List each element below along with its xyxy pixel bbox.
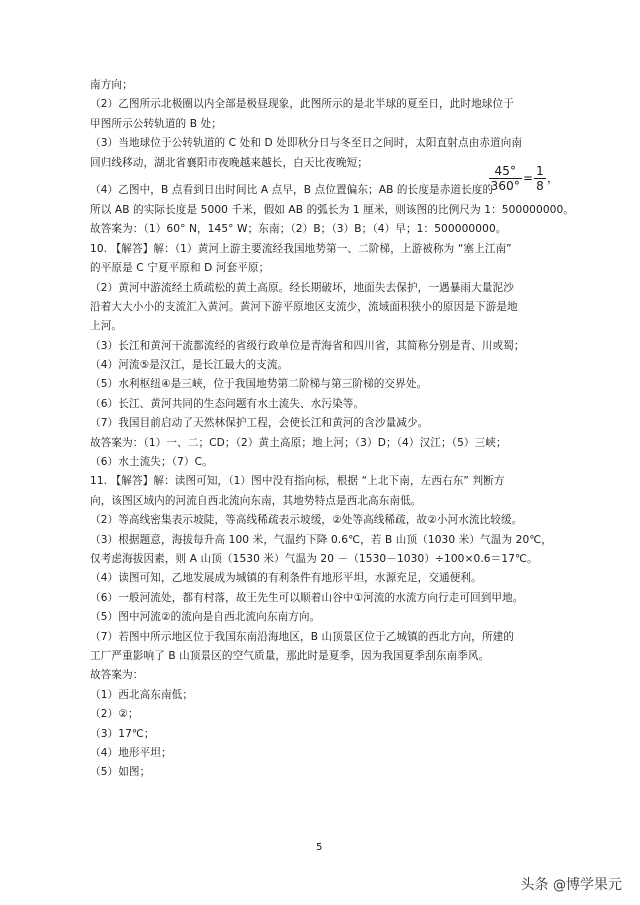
text-line	[90, 569, 560, 588]
fraction-left-numerator: 45°	[489, 164, 522, 179]
text-line	[90, 550, 560, 569]
text-line-content: 故答案为：（1）60° N，145° W；东南；（2）B；（3）B；（4）早；1：500000000。	[90, 223, 507, 236]
text-line-content: （3）17℃；	[90, 727, 155, 740]
text-line	[90, 492, 560, 511]
text-line-content: （4）读图可知，乙地发展成为城镇的有利条件有地形平坦，水源充足，交通便利。	[90, 572, 482, 585]
watermark	[521, 874, 622, 894]
text-line-content: （2）等高线密集表示坡陡，等高线稀疏表示坡缓，②处等高线稀疏，故②小河水流比较缓。	[90, 514, 523, 527]
answer-text	[90, 76, 575, 783]
fraction-suffix: ，	[546, 171, 559, 186]
text-line-content: （3）长江和黄河干流都流经的省级行政单位是青海省和四川省，其简称分别是青、川或蜀；	[90, 339, 525, 352]
text-line	[90, 531, 560, 550]
text-line-content: 所以 AB 的实际长度是 5000 千米，假如 AB 的弧长为 1 厘米，则该图的比例尺为 1：500000000。	[90, 203, 575, 216]
text-line-content: 甲图所示公转轨道的 B 处；	[90, 117, 222, 130]
text-line-content: 工厂严重影响了 B 山顶景区的空气质量，那此时是夏季，因为我国夏季刮东南季风。	[90, 649, 490, 662]
text-line-content: 仅考虑海拔因素，则 A 山顶（1530 米）气温为 20 －（1530－1030）÷100×0.6＝17℃。	[90, 552, 538, 565]
text-line-content: （2）②；	[90, 708, 139, 721]
fraction-equals: =	[522, 171, 534, 186]
text-line-content: 故答案为：	[90, 669, 144, 682]
text-line	[90, 298, 560, 317]
text-line-content: （3）当地球位于公转轨道的 C 处和 D 处即秋分日与冬至日之间时，太阳直射点由赤道向南	[90, 137, 523, 150]
text-line	[90, 95, 560, 114]
text-line-content: （5）水利枢纽④是三峡，位于我国地势第二阶梯与第三阶梯的交界处。	[90, 378, 428, 391]
text-line-content: （1）西北高东南低；	[90, 688, 194, 701]
fraction-right-denominator: 8	[536, 178, 544, 193]
text-line	[90, 259, 560, 278]
text-line	[90, 434, 560, 453]
text-line	[90, 666, 560, 685]
text-line	[90, 134, 560, 153]
text-line	[90, 317, 560, 336]
fraction-expression	[489, 161, 560, 196]
text-line	[90, 279, 560, 298]
text-line-content: （5）如图；	[90, 766, 151, 779]
text-line	[90, 163, 560, 201]
text-line-content: 回归线移动，湖北省襄阳市夜晚越来越长，白天比夜晚短；	[90, 156, 369, 169]
text-line-content: （7）我国目前启动了天然林保护工程，会使长江和黄河的含沙量减少。	[90, 417, 429, 430]
text-line	[90, 744, 560, 763]
text-line	[90, 763, 560, 782]
text-line	[90, 472, 560, 491]
text-line-content: （4）地形平坦；	[90, 746, 172, 759]
text-line	[90, 76, 560, 95]
watermark-prefix: 头条	[520, 877, 553, 893]
fraction-right-numerator: 1	[536, 163, 544, 178]
text-line	[90, 375, 560, 394]
text-line-content: 的平原是 C 宁夏平原和 D 河套平原；	[90, 262, 270, 275]
text-line-content: （7）若图中所示地区位于我国东南沿海地区，B 山顶景区位于乙城镇的西北方向，所建的	[90, 630, 515, 643]
text-line-content: （6）水土流失；（7）C。	[90, 456, 213, 469]
watermark-at: @	[553, 878, 566, 893]
text-line	[90, 725, 560, 744]
text-line	[90, 220, 560, 239]
text-line-content: （2）乙图所示北极圈以内全部是极昼现象，此图所示的是北半球的夏至日，此时地球位于	[90, 98, 514, 111]
text-line	[90, 705, 560, 724]
text-line-content: 向，该图区域内的河流自西北流向东南，其地势特点是西北高东南低。	[90, 494, 422, 507]
fraction-left	[489, 164, 522, 193]
fraction-right	[534, 164, 546, 193]
text-line-content: （5）图中河流②的流向是自西北流向东南方向。	[90, 611, 321, 624]
text-line-content: （6）长江、黄河共同的生态问题有水土流失、水污染等。	[90, 397, 365, 410]
text-line	[90, 337, 560, 356]
text-line-content: 10. 【解答】解：（1）黄河上游主要流经我国地势第一、二阶梯，上游被称为 “塞上江南”	[90, 242, 512, 255]
text-line-content: 11. 【解答】解：读图可知，（1）图中没有指向标，根据 “上北下南，左西右东” 判断方	[90, 475, 505, 488]
text-line	[90, 414, 560, 433]
text-line-content: （4）河流⑤是汉江，是长江最大的支流。	[90, 359, 289, 372]
text-line-content: （6）一般河流处，都有村落，故王先生可以顺着山谷中①河流的水流方向行走可回到甲地。	[90, 591, 524, 604]
text-line-content: （4）乙图中，B 点看到日出时间比 A 点早，B 点位置偏东；AB 的长度是赤道长度的	[90, 183, 494, 196]
page-number: 5	[316, 842, 323, 853]
text-line	[90, 356, 560, 375]
text-line	[90, 686, 560, 705]
text-line-content: 南方向；	[90, 79, 133, 91]
text-line	[90, 647, 560, 666]
text-line	[90, 453, 560, 472]
text-line-content: 沿着大大小小的支流汇入黄河。黄河下游平原地区支流少，流域面积狭小的原因是下游是地	[90, 300, 518, 313]
text-line	[90, 511, 560, 530]
text-line-content: （2）黄河中游流经土质疏松的黄土高原。经长期破坏，地面失去保护，一遇暴雨大量泥沙	[90, 281, 514, 294]
text-line	[90, 201, 575, 220]
text-line	[90, 115, 560, 134]
text-line	[90, 608, 560, 627]
text-line-content: 故答案为：（1）一、二；CD；（2）黄土高原；地上河；（3）D；（4）汉江；（5）三峡；	[90, 436, 507, 449]
text-line-content: （3）根据题意，海拔每升高 100 米，气温约下降 0.6℃，若 B 山顶（1030 米）气温为 20℃，	[90, 533, 552, 546]
text-line	[90, 628, 560, 647]
fraction-left-denominator: 360°	[490, 178, 520, 193]
text-line	[90, 395, 560, 414]
text-line	[90, 240, 560, 259]
watermark-name: 博学果元	[566, 877, 622, 893]
text-line	[90, 589, 560, 608]
text-line-content: 上河。	[90, 320, 123, 333]
